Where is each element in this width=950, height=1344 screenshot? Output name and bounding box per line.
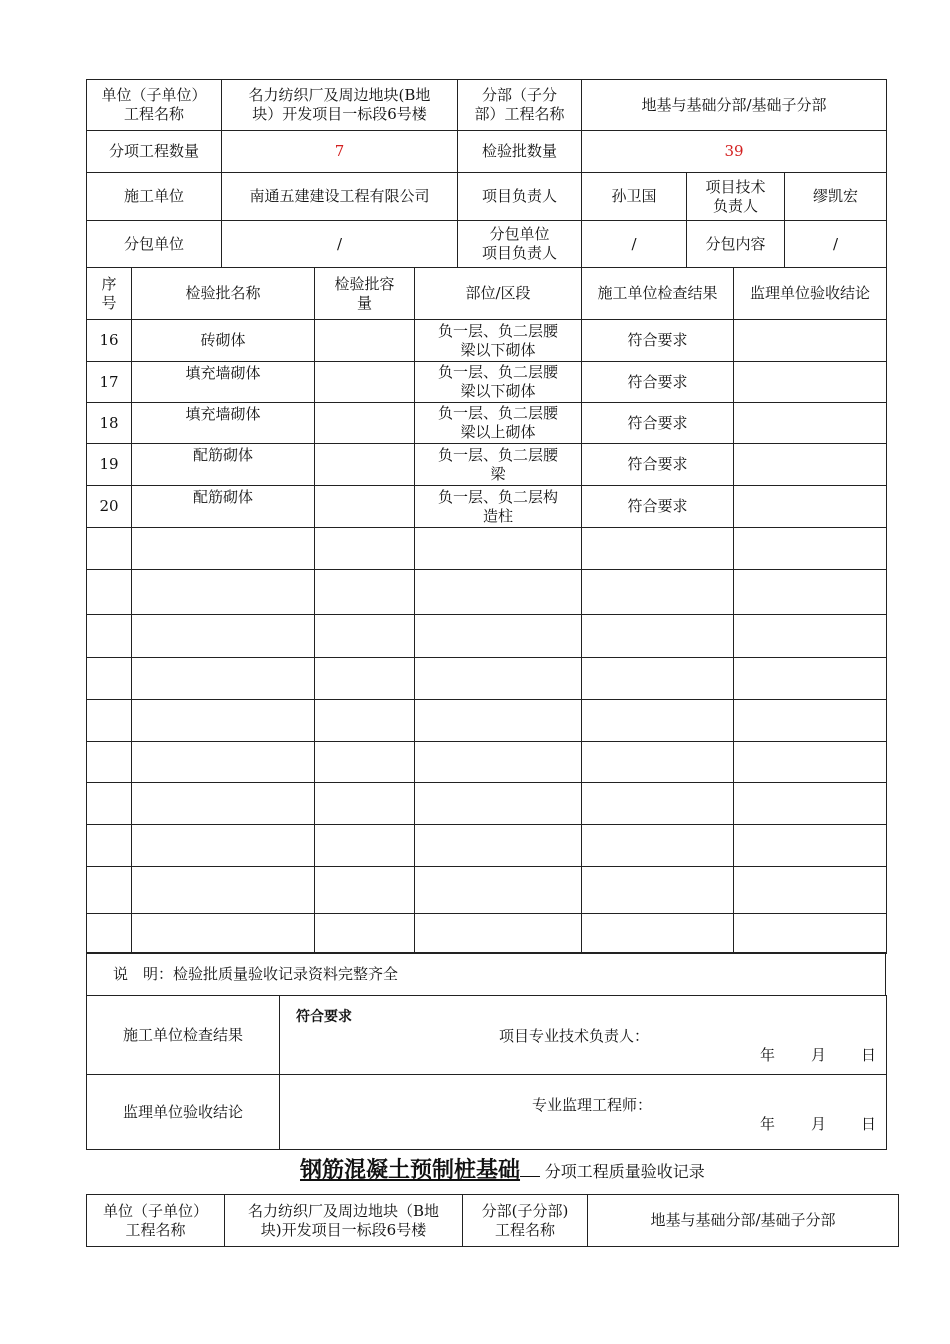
empty-cell — [87, 658, 132, 700]
empty-cell — [315, 528, 415, 570]
empty-cell — [87, 783, 132, 825]
note-table — [86, 952, 886, 996]
empty-cell — [582, 825, 734, 867]
table-row — [87, 486, 887, 528]
empty-cell — [734, 570, 887, 615]
empty-cell — [132, 700, 315, 742]
row-result: 符合要求 — [582, 444, 734, 486]
pm-value: 孙卫国 — [582, 173, 687, 221]
sub-pm-value: / — [582, 221, 687, 268]
empty-cell — [582, 783, 734, 825]
supervisor-conclusion-label: 监理单位验收结论 — [87, 1075, 280, 1150]
empty-row — [87, 528, 887, 570]
row-location: 负一层、负二层构 造柱 — [415, 486, 582, 528]
row-conclusion — [734, 320, 887, 362]
header-table — [86, 79, 887, 268]
empty-row — [87, 658, 887, 700]
next-unit-value: 名力纺织厂及周边地块（B地 块)开发项目一标段6号楼 — [225, 1195, 463, 1247]
tech-lead-label: 项目技术 负责人 — [687, 173, 785, 221]
inspection-batch-table — [86, 267, 887, 954]
empty-cell — [582, 700, 734, 742]
sub-pm-label: 分包单位 项目负责人 — [458, 221, 582, 268]
supervisor-date-year: 年 — [760, 1115, 776, 1133]
form-title — [300, 1153, 705, 1184]
empty-cell — [315, 783, 415, 825]
empty-cell — [315, 867, 415, 914]
contractor-check-label: 施工单位检查结果 — [87, 996, 280, 1075]
empty-cell — [315, 658, 415, 700]
empty-cell — [582, 867, 734, 914]
row-name: 配筋砌体 — [132, 444, 315, 486]
empty-cell — [734, 615, 887, 658]
empty-cell — [415, 528, 582, 570]
empty-cell — [315, 700, 415, 742]
empty-cell — [87, 867, 132, 914]
row-location: 负一层、负二层腰 梁 — [415, 444, 582, 486]
empty-cell — [734, 528, 887, 570]
empty-cell — [87, 825, 132, 867]
empty-cell — [582, 570, 734, 615]
supervisor-signer-label: 专业监理工程师： — [532, 1096, 653, 1114]
empty-row — [87, 825, 887, 867]
empty-cell — [87, 570, 132, 615]
batch-count-value: 39 — [582, 131, 887, 173]
contractor-date-year: 年 — [760, 1046, 776, 1064]
empty-cell — [734, 658, 887, 700]
empty-cell — [132, 783, 315, 825]
batch-count-label: 检验批数量 — [458, 131, 582, 173]
contractor-result: 符合要求 — [296, 1009, 352, 1025]
next-division-label: 分部(子分部) 工程名称 — [463, 1195, 588, 1247]
contractor-value: 南通五建建设工程有限公司 — [222, 173, 458, 221]
table-header-row — [87, 268, 887, 320]
col-header-no: 序 号 — [87, 268, 132, 320]
empty-cell — [132, 528, 315, 570]
empty-cell — [582, 615, 734, 658]
empty-cell — [87, 914, 132, 954]
signoff-table — [86, 995, 887, 1150]
empty-cell — [132, 914, 315, 954]
empty-cell — [582, 914, 734, 954]
row-capacity — [315, 362, 415, 403]
row-conclusion — [734, 444, 887, 486]
empty-cell — [415, 570, 582, 615]
row-no: 17 — [87, 362, 132, 403]
row-capacity — [315, 320, 415, 362]
empty-row — [87, 783, 887, 825]
empty-cell — [734, 742, 887, 783]
title-underline — [520, 1176, 540, 1177]
sub-count-label: 分项工程数量 — [87, 131, 222, 173]
sub-count-value: 7 — [222, 131, 458, 173]
row-capacity — [315, 486, 415, 528]
supervisor-conclusion-cell — [280, 1075, 887, 1150]
empty-cell — [415, 700, 582, 742]
supervisor-date-month: 月 — [811, 1115, 827, 1133]
row-result: 符合要求 — [582, 320, 734, 362]
col-header-name: 检验批名称 — [132, 268, 315, 320]
empty-cell — [415, 742, 582, 783]
empty-cell — [132, 742, 315, 783]
empty-cell — [415, 783, 582, 825]
empty-cell — [582, 658, 734, 700]
row-no: 18 — [87, 403, 132, 444]
empty-cell — [87, 528, 132, 570]
row-conclusion — [734, 403, 887, 444]
empty-cell — [734, 700, 887, 742]
row-name: 填充墙砌体 — [132, 362, 315, 403]
empty-cell — [415, 615, 582, 658]
empty-cell — [315, 742, 415, 783]
row-conclusion — [734, 486, 887, 528]
empty-cell — [315, 914, 415, 954]
contractor-date-day: 日 — [861, 1046, 877, 1064]
empty-cell — [734, 867, 887, 914]
form-title-main: 钢筋混凝土预制桩基础 — [300, 1157, 521, 1183]
table-row — [87, 320, 887, 362]
empty-row — [87, 700, 887, 742]
table-row — [87, 444, 887, 486]
row-location: 负一层、负二层腰 梁以上砌体 — [415, 403, 582, 444]
sub-content-label: 分包内容 — [687, 221, 785, 268]
col-header-location: 部位/区段 — [415, 268, 582, 320]
next-division-value: 地基与基础分部/基础子分部 — [588, 1195, 899, 1247]
contractor-check-cell — [280, 996, 887, 1075]
empty-cell — [87, 742, 132, 783]
empty-row — [87, 615, 887, 658]
row-name: 填充墙砌体 — [132, 403, 315, 444]
row-name: 砖砌体 — [132, 320, 315, 362]
contractor-date-month: 月 — [811, 1046, 827, 1064]
tech-lead-value: 缪凯宏 — [785, 173, 887, 221]
next-form-header-table — [86, 1194, 899, 1247]
division-value: 地基与基础分部/基础子分部 — [582, 80, 887, 131]
empty-cell — [132, 825, 315, 867]
note-text: 说 明：检验批质量验收记录资料完整齐全 — [87, 953, 886, 996]
supervisor-date-day: 日 — [861, 1115, 877, 1133]
table-row — [87, 362, 887, 403]
subcontractor-label: 分包单位 — [87, 221, 222, 268]
contractor-label: 施工单位 — [87, 173, 222, 221]
empty-row — [87, 570, 887, 615]
row-capacity — [315, 444, 415, 486]
table-row — [87, 403, 887, 444]
row-location: 负一层、负二层腰 梁以下砌体 — [415, 362, 582, 403]
unit-value: 名力纺织厂及周边地块(B地 块）开发项目一标段6号楼 — [222, 80, 458, 131]
empty-row — [87, 742, 887, 783]
row-name: 配筋砌体 — [132, 486, 315, 528]
empty-cell — [132, 570, 315, 615]
col-header-result: 施工单位检查结果 — [582, 268, 734, 320]
row-result: 符合要求 — [582, 362, 734, 403]
row-no: 19 — [87, 444, 132, 486]
empty-cell — [734, 825, 887, 867]
pm-label: 项目负责人 — [458, 173, 582, 221]
empty-cell — [87, 615, 132, 658]
empty-cell — [132, 615, 315, 658]
empty-cell — [734, 783, 887, 825]
contractor-signer-label: 项目专业技术负责人： — [499, 1027, 650, 1045]
empty-cell — [132, 658, 315, 700]
next-unit-label: 单位（子单位） 工程名称 — [87, 1195, 225, 1247]
empty-cell — [315, 570, 415, 615]
row-capacity — [315, 403, 415, 444]
empty-cell — [87, 700, 132, 742]
row-conclusion — [734, 362, 887, 403]
division-label: 分部（子分 部）工程名称 — [458, 80, 582, 131]
row-result: 符合要求 — [582, 486, 734, 528]
unit-label: 单位（子单位） 工程名称 — [87, 80, 222, 131]
empty-cell — [582, 528, 734, 570]
empty-cell — [415, 914, 582, 954]
empty-cell — [415, 867, 582, 914]
form-title-suffix: 分项工程质量验收记录 — [544, 1162, 705, 1181]
row-result: 符合要求 — [582, 403, 734, 444]
empty-cell — [415, 825, 582, 867]
empty-cell — [582, 742, 734, 783]
empty-row — [87, 914, 887, 954]
subcontractor-value: / — [222, 221, 458, 268]
empty-cell — [415, 658, 582, 700]
empty-cell — [132, 867, 315, 914]
empty-row — [87, 867, 887, 914]
row-no: 20 — [87, 486, 132, 528]
col-header-capacity: 检验批容 量 — [315, 268, 415, 320]
row-location: 负一层、负二层腰 梁以下砌体 — [415, 320, 582, 362]
empty-cell — [315, 615, 415, 658]
empty-cell — [734, 914, 887, 954]
sub-content-value: / — [785, 221, 887, 268]
row-no: 16 — [87, 320, 132, 362]
empty-cell — [315, 825, 415, 867]
col-header-conclusion: 监理单位验收结论 — [734, 268, 887, 320]
